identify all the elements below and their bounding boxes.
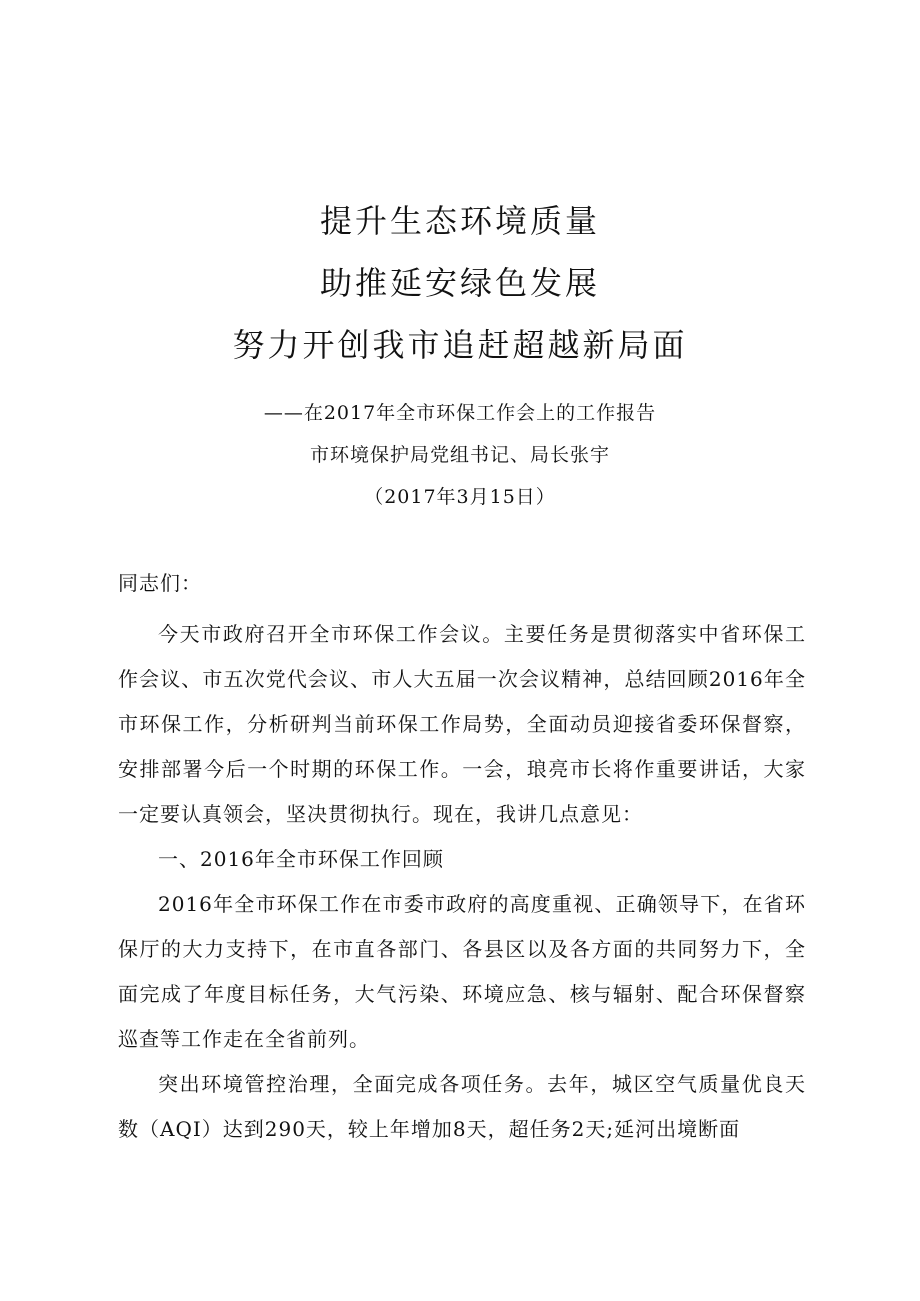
section-paragraph-1: 2016年全市环保工作在市委市政府的高度重视、正确领导下，在省环保厅的大力支持下，在市直各部门、各县区以及各方面的共同努力下，全面完成了年度目标任务，大气污染、环境应急、核与辐射、配合环保督察巡查等工作走在全省前列。 bbox=[118, 892, 806, 1051]
section-heading-1: 一、2016年全市环保工作回顾 bbox=[158, 847, 444, 871]
title-line-1: 提升生态环境质量 bbox=[319, 202, 600, 240]
title-line-3: 努力开创我市追赶超越新局面 bbox=[232, 326, 688, 364]
document-title bbox=[0, 190, 920, 376]
subtitle-speaker: 市环境保护局党组书记、局长张宇 bbox=[309, 444, 610, 466]
intro-paragraph: 今天市政府召开全市环保工作会议。主要任务是贯彻落实中省环保工作会议、市五次党代会议、市人大五届一次会议精神，总结回顾2016年全市环保工作，分析研判当前环保工作局势，全面动员迎接省委环保督察，安排部署今后一个时期的环保工作。一会，琅亮市长将作重要讲话，大家一定要认真领会，坚决贯彻执行。现在，我讲几点意见： bbox=[118, 622, 806, 826]
salutation: 同志们： bbox=[118, 571, 202, 595]
document-subtitle bbox=[0, 392, 920, 518]
section-paragraph-2: 突出环境管控治理，全面完成各项任务。去年，城区空气质量优良天数（AQI）达到290天，较上年增加8天，超任务2天;延河出境断面 bbox=[118, 1072, 806, 1141]
title-line-2: 助推延安绿色发展 bbox=[319, 264, 600, 302]
subtitle-occasion: ——在2017年全市环保工作会上的工作报告 bbox=[263, 402, 657, 424]
subtitle-date: （2017年3月15日） bbox=[364, 486, 556, 508]
document-body bbox=[118, 564, 806, 1152]
